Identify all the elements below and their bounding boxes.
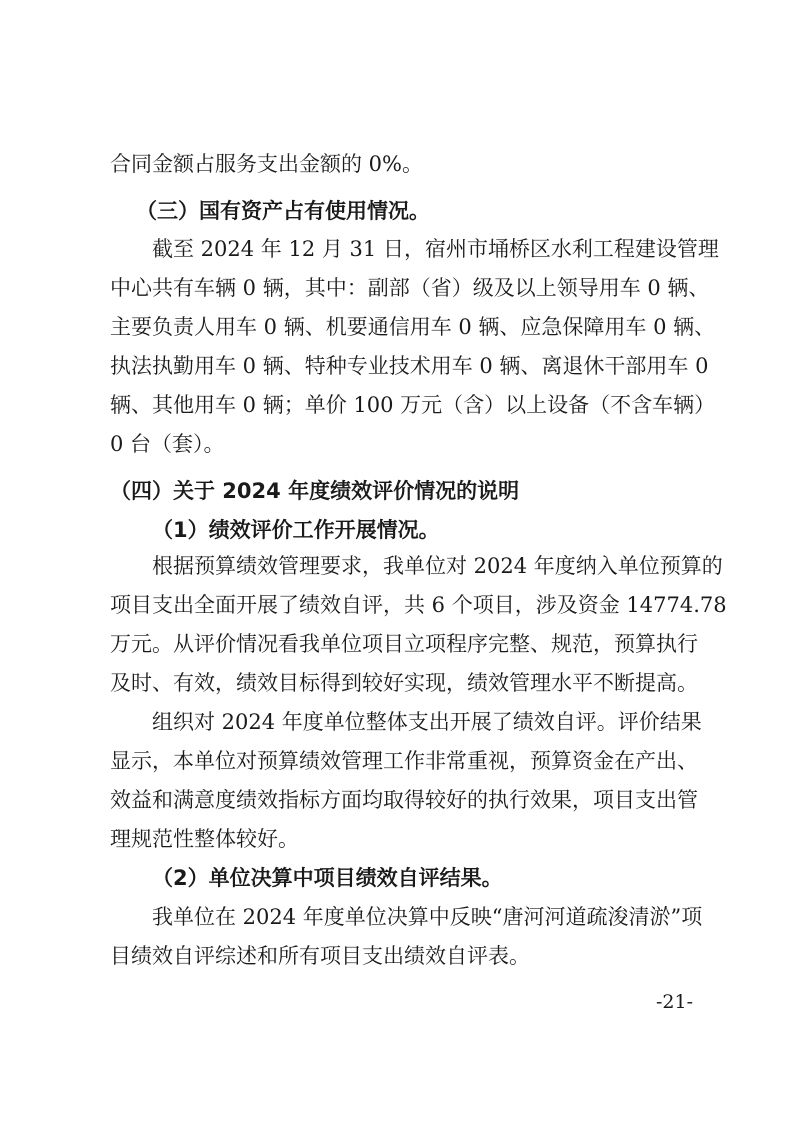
text-line-12: 项目支出全面开展了绩效自评，共 6 个项目，涉及资金 14774.78 <box>110 593 727 617</box>
text-line-8: 0 台（套）。 <box>110 432 225 456</box>
text-line-7: 辆、其他用车 0 辆；单价 100 万元（含）以上设备（不含车辆） <box>110 393 716 417</box>
text-line-21: 目绩效自评综述和所有项目支出绩效自评表。 <box>110 944 530 968</box>
page-number: -21- <box>655 991 693 1013</box>
text-line-5: 主要负责人用车 0 辆、机要通信用车 0 辆、应急保障用车 0 辆、 <box>110 315 716 339</box>
text-line-6: 执法执勤用车 0 辆、特种专业技术用车 0 辆、离退休干部用车 0 <box>110 354 709 378</box>
section-heading-4: （四）关于 2024 年度绩效评价情况的说明 <box>110 479 520 503</box>
section-heading-3: （三）国有资产占有使用情况。 <box>136 199 430 223</box>
text-line-17: 效益和满意度绩效指标方面均取得较好的执行效果，项目支出管 <box>110 788 698 812</box>
text-line-15: 组织对 2024 年度单位整体支出开展了绩效自评。评价结果 <box>152 710 702 734</box>
text-line-18: 理规范性整体较好。 <box>110 827 299 851</box>
text-line-16: 显示，本单位对预算绩效管理工作非常重视，预算资金在产出、 <box>110 749 698 773</box>
subsection-heading-2: （2）单位决算中项目绩效自评结果。 <box>152 866 503 890</box>
text-line-3: 截至 2024 年 12 月 31 日，宿州市埇桥区水利工程建设管理 <box>152 237 719 261</box>
text-line-20: 我单位在 2024 年度单位决算中反映“唐河河道疏浚清淤”项 <box>152 905 703 929</box>
text-line-13: 万元。从评价情况看我单位项目立项程序完整、规范，预算执行 <box>110 632 698 656</box>
subsection-heading-1: （1）绩效评价工作开展情况。 <box>152 518 440 542</box>
text-line-4: 中心共有车辆 0 辆，其中：副部（省）级及以上领导用车 0 辆、 <box>110 276 710 300</box>
text-line-14: 及时、有效，绩效目标得到较好实现，绩效管理水平不断提高。 <box>110 671 698 695</box>
text-line-1: 合同金额占服务支出金额的 0%。 <box>110 152 423 176</box>
text-line-11: 根据预算绩效管理要求，我单位对 2024 年度纳入单位预算的 <box>152 554 723 578</box>
